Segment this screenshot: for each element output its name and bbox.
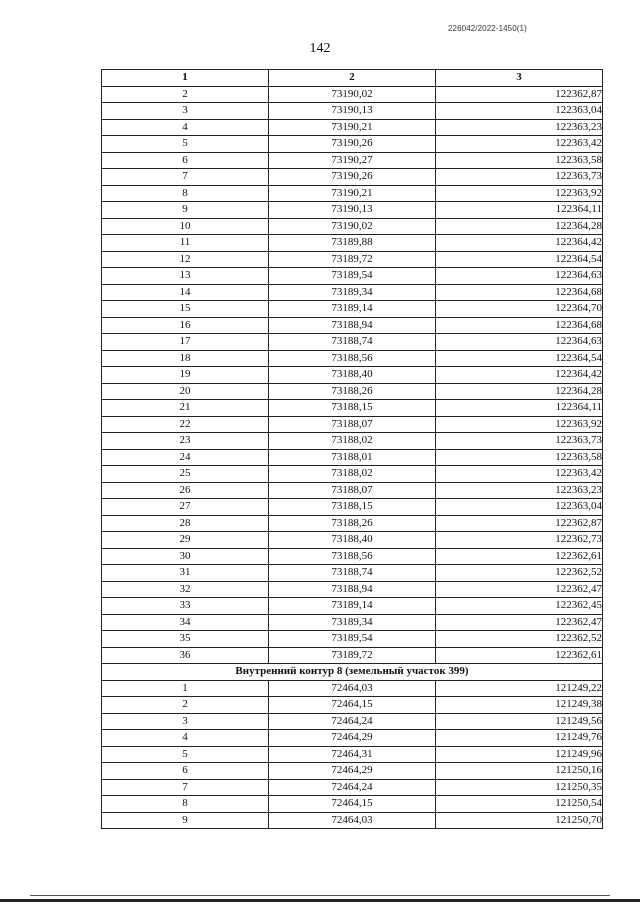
point-number-cell: 35 bbox=[102, 631, 269, 648]
point-number-cell: 17 bbox=[102, 334, 269, 351]
table-row bbox=[102, 680, 603, 697]
y-coordinate-cell: 121250,16 bbox=[436, 763, 603, 780]
point-number-cell: 1 bbox=[102, 680, 269, 697]
point-number-cell: 20 bbox=[102, 383, 269, 400]
table-row bbox=[102, 103, 603, 120]
table-body-contour-7 bbox=[102, 86, 603, 664]
table-row bbox=[102, 515, 603, 532]
y-coordinate-cell: 121249,22 bbox=[436, 680, 603, 697]
x-coordinate-cell: 73189,72 bbox=[269, 251, 436, 268]
x-coordinate-cell: 73188,01 bbox=[269, 449, 436, 466]
x-coordinate-cell: 73189,34 bbox=[269, 284, 436, 301]
table-row bbox=[102, 367, 603, 384]
x-coordinate-cell: 72464,03 bbox=[269, 812, 436, 829]
point-number-cell: 32 bbox=[102, 581, 269, 598]
x-coordinate-cell: 73189,14 bbox=[269, 301, 436, 318]
x-coordinate-cell: 72464,03 bbox=[269, 680, 436, 697]
point-number-cell: 4 bbox=[102, 119, 269, 136]
y-coordinate-cell: 122363,73 bbox=[436, 169, 603, 186]
x-coordinate-cell: 73189,54 bbox=[269, 631, 436, 648]
point-number-cell: 30 bbox=[102, 548, 269, 565]
table-row bbox=[102, 713, 603, 730]
y-coordinate-cell: 121250,54 bbox=[436, 796, 603, 813]
table-header-row bbox=[102, 70, 603, 87]
point-number-cell: 36 bbox=[102, 647, 269, 664]
x-coordinate-cell: 73188,02 bbox=[269, 433, 436, 450]
point-number-cell: 34 bbox=[102, 614, 269, 631]
point-number-cell: 27 bbox=[102, 499, 269, 516]
point-number-cell: 7 bbox=[102, 169, 269, 186]
table-row bbox=[102, 482, 603, 499]
table-row bbox=[102, 730, 603, 747]
point-number-cell: 2 bbox=[102, 697, 269, 714]
point-number-cell: 33 bbox=[102, 598, 269, 615]
point-number-cell: 4 bbox=[102, 730, 269, 747]
table-row bbox=[102, 119, 603, 136]
x-coordinate-cell: 72464,15 bbox=[269, 697, 436, 714]
y-coordinate-cell: 122363,58 bbox=[436, 449, 603, 466]
table-row bbox=[102, 400, 603, 417]
point-number-cell: 31 bbox=[102, 565, 269, 582]
x-coordinate-cell: 73188,40 bbox=[269, 532, 436, 549]
table-row bbox=[102, 202, 603, 219]
table-row bbox=[102, 136, 603, 153]
x-coordinate-cell: 73190,02 bbox=[269, 218, 436, 235]
y-coordinate-cell: 122362,45 bbox=[436, 598, 603, 615]
table-row bbox=[102, 581, 603, 598]
table-row bbox=[102, 169, 603, 186]
x-coordinate-cell: 73188,94 bbox=[269, 317, 436, 334]
point-number-cell: 12 bbox=[102, 251, 269, 268]
x-coordinate-cell: 73188,56 bbox=[269, 350, 436, 367]
x-coordinate-cell: 73188,26 bbox=[269, 515, 436, 532]
x-coordinate-cell: 73190,26 bbox=[269, 169, 436, 186]
y-coordinate-cell: 122362,52 bbox=[436, 565, 603, 582]
y-coordinate-cell: 122362,61 bbox=[436, 647, 603, 664]
y-coordinate-cell: 122364,70 bbox=[436, 301, 603, 318]
table-row bbox=[102, 185, 603, 202]
table-row bbox=[102, 796, 603, 813]
y-coordinate-cell: 122362,87 bbox=[436, 515, 603, 532]
x-coordinate-cell: 73189,14 bbox=[269, 598, 436, 615]
y-coordinate-cell: 122363,23 bbox=[436, 482, 603, 499]
y-coordinate-cell: 122364,42 bbox=[436, 235, 603, 252]
point-number-cell: 6 bbox=[102, 152, 269, 169]
table-row bbox=[102, 614, 603, 631]
table-body-contour-8 bbox=[102, 680, 603, 829]
y-coordinate-cell: 121249,76 bbox=[436, 730, 603, 747]
point-number-cell: 23 bbox=[102, 433, 269, 450]
y-coordinate-cell: 122363,92 bbox=[436, 185, 603, 202]
table-row bbox=[102, 218, 603, 235]
point-number-cell: 18 bbox=[102, 350, 269, 367]
x-coordinate-cell: 73188,40 bbox=[269, 367, 436, 384]
table-row bbox=[102, 350, 603, 367]
x-coordinate-cell: 72464,24 bbox=[269, 713, 436, 730]
table-row bbox=[102, 631, 603, 648]
point-number-cell: 2 bbox=[102, 86, 269, 103]
y-coordinate-cell: 122364,63 bbox=[436, 334, 603, 351]
point-number-cell: 13 bbox=[102, 268, 269, 285]
x-coordinate-cell: 73188,02 bbox=[269, 466, 436, 483]
section-title: Внутренний контур 8 (земельный участок 399) bbox=[102, 664, 603, 681]
point-number-cell: 15 bbox=[102, 301, 269, 318]
point-number-cell: 8 bbox=[102, 796, 269, 813]
coordinates-table bbox=[101, 69, 603, 829]
table-row bbox=[102, 812, 603, 829]
x-coordinate-cell: 73188,26 bbox=[269, 383, 436, 400]
x-coordinate-cell: 73190,21 bbox=[269, 185, 436, 202]
x-coordinate-cell: 73190,13 bbox=[269, 202, 436, 219]
y-coordinate-cell: 121250,70 bbox=[436, 812, 603, 829]
y-coordinate-cell: 121249,38 bbox=[436, 697, 603, 714]
point-number-cell: 14 bbox=[102, 284, 269, 301]
table-row bbox=[102, 334, 603, 351]
y-coordinate-cell: 122363,23 bbox=[436, 119, 603, 136]
y-coordinate-cell: 122364,11 bbox=[436, 400, 603, 417]
point-number-cell: 25 bbox=[102, 466, 269, 483]
x-coordinate-cell: 73189,34 bbox=[269, 614, 436, 631]
point-number-cell: 26 bbox=[102, 482, 269, 499]
table-row bbox=[102, 383, 603, 400]
y-coordinate-cell: 122363,58 bbox=[436, 152, 603, 169]
x-coordinate-cell: 73190,02 bbox=[269, 86, 436, 103]
point-number-cell: 3 bbox=[102, 713, 269, 730]
x-coordinate-cell: 72464,15 bbox=[269, 796, 436, 813]
y-coordinate-cell: 122362,87 bbox=[436, 86, 603, 103]
column-header-x: 2 bbox=[269, 70, 436, 87]
y-coordinate-cell: 122364,68 bbox=[436, 317, 603, 334]
y-coordinate-cell: 122364,68 bbox=[436, 284, 603, 301]
table-row bbox=[102, 697, 603, 714]
point-number-cell: 11 bbox=[102, 235, 269, 252]
point-number-cell: 7 bbox=[102, 779, 269, 796]
y-coordinate-cell: 122362,52 bbox=[436, 631, 603, 648]
point-number-cell: 22 bbox=[102, 416, 269, 433]
x-coordinate-cell: 73190,21 bbox=[269, 119, 436, 136]
point-number-cell: 10 bbox=[102, 218, 269, 235]
document-id: 226042/2022-1450(1) bbox=[448, 24, 527, 33]
y-coordinate-cell: 122362,73 bbox=[436, 532, 603, 549]
point-number-cell: 16 bbox=[102, 317, 269, 334]
x-coordinate-cell: 73190,26 bbox=[269, 136, 436, 153]
table-row bbox=[102, 499, 603, 516]
footer-rule bbox=[0, 899, 640, 902]
y-coordinate-cell: 122363,04 bbox=[436, 103, 603, 120]
table-row bbox=[102, 647, 603, 664]
point-number-cell: 3 bbox=[102, 103, 269, 120]
x-coordinate-cell: 73189,88 bbox=[269, 235, 436, 252]
y-coordinate-cell: 122362,61 bbox=[436, 548, 603, 565]
table-row bbox=[102, 598, 603, 615]
table-row bbox=[102, 746, 603, 763]
table-row bbox=[102, 763, 603, 780]
x-coordinate-cell: 72464,29 bbox=[269, 730, 436, 747]
y-coordinate-cell: 122364,63 bbox=[436, 268, 603, 285]
point-number-cell: 9 bbox=[102, 202, 269, 219]
y-coordinate-cell: 122363,04 bbox=[436, 499, 603, 516]
y-coordinate-cell: 122364,28 bbox=[436, 218, 603, 235]
y-coordinate-cell: 122364,28 bbox=[436, 383, 603, 400]
table-row bbox=[102, 779, 603, 796]
table-row bbox=[102, 548, 603, 565]
point-number-cell: 21 bbox=[102, 400, 269, 417]
table-row bbox=[102, 86, 603, 103]
table-row bbox=[102, 317, 603, 334]
point-number-cell: 29 bbox=[102, 532, 269, 549]
x-coordinate-cell: 73188,56 bbox=[269, 548, 436, 565]
y-coordinate-cell: 122363,42 bbox=[436, 136, 603, 153]
column-header-number: 1 bbox=[102, 70, 269, 87]
y-coordinate-cell: 122362,47 bbox=[436, 581, 603, 598]
x-coordinate-cell: 72464,31 bbox=[269, 746, 436, 763]
section-row bbox=[102, 664, 603, 681]
table-row bbox=[102, 301, 603, 318]
table-row bbox=[102, 466, 603, 483]
x-coordinate-cell: 72464,29 bbox=[269, 763, 436, 780]
point-number-cell: 9 bbox=[102, 812, 269, 829]
point-number-cell: 24 bbox=[102, 449, 269, 466]
y-coordinate-cell: 122363,92 bbox=[436, 416, 603, 433]
y-coordinate-cell: 122364,42 bbox=[436, 367, 603, 384]
y-coordinate-cell: 122363,73 bbox=[436, 433, 603, 450]
footer-rule-thin bbox=[30, 895, 610, 896]
y-coordinate-cell: 122364,54 bbox=[436, 251, 603, 268]
x-coordinate-cell: 73188,07 bbox=[269, 416, 436, 433]
x-coordinate-cell: 73188,74 bbox=[269, 334, 436, 351]
point-number-cell: 8 bbox=[102, 185, 269, 202]
table-row bbox=[102, 152, 603, 169]
x-coordinate-cell: 73188,15 bbox=[269, 499, 436, 516]
page-number: 142 bbox=[309, 41, 331, 56]
point-number-cell: 5 bbox=[102, 136, 269, 153]
point-number-cell: 28 bbox=[102, 515, 269, 532]
y-coordinate-cell: 122362,47 bbox=[436, 614, 603, 631]
point-number-cell: 6 bbox=[102, 763, 269, 780]
y-coordinate-cell: 122364,11 bbox=[436, 202, 603, 219]
y-coordinate-cell: 121249,96 bbox=[436, 746, 603, 763]
table-row bbox=[102, 532, 603, 549]
table-row bbox=[102, 284, 603, 301]
x-coordinate-cell: 73188,74 bbox=[269, 565, 436, 582]
table-row bbox=[102, 433, 603, 450]
y-coordinate-cell: 121249,56 bbox=[436, 713, 603, 730]
y-coordinate-cell: 121250,35 bbox=[436, 779, 603, 796]
x-coordinate-cell: 73189,54 bbox=[269, 268, 436, 285]
table-row bbox=[102, 416, 603, 433]
table-row bbox=[102, 565, 603, 582]
point-number-cell: 5 bbox=[102, 746, 269, 763]
x-coordinate-cell: 73188,15 bbox=[269, 400, 436, 417]
table-row bbox=[102, 251, 603, 268]
table-row bbox=[102, 268, 603, 285]
x-coordinate-cell: 73188,94 bbox=[269, 581, 436, 598]
table-row bbox=[102, 235, 603, 252]
table-row bbox=[102, 449, 603, 466]
x-coordinate-cell: 73190,27 bbox=[269, 152, 436, 169]
point-number-cell: 19 bbox=[102, 367, 269, 384]
y-coordinate-cell: 122364,54 bbox=[436, 350, 603, 367]
y-coordinate-cell: 122363,42 bbox=[436, 466, 603, 483]
x-coordinate-cell: 73189,72 bbox=[269, 647, 436, 664]
x-coordinate-cell: 73188,07 bbox=[269, 482, 436, 499]
x-coordinate-cell: 72464,24 bbox=[269, 779, 436, 796]
column-header-y: 3 bbox=[436, 70, 603, 87]
x-coordinate-cell: 73190,13 bbox=[269, 103, 436, 120]
